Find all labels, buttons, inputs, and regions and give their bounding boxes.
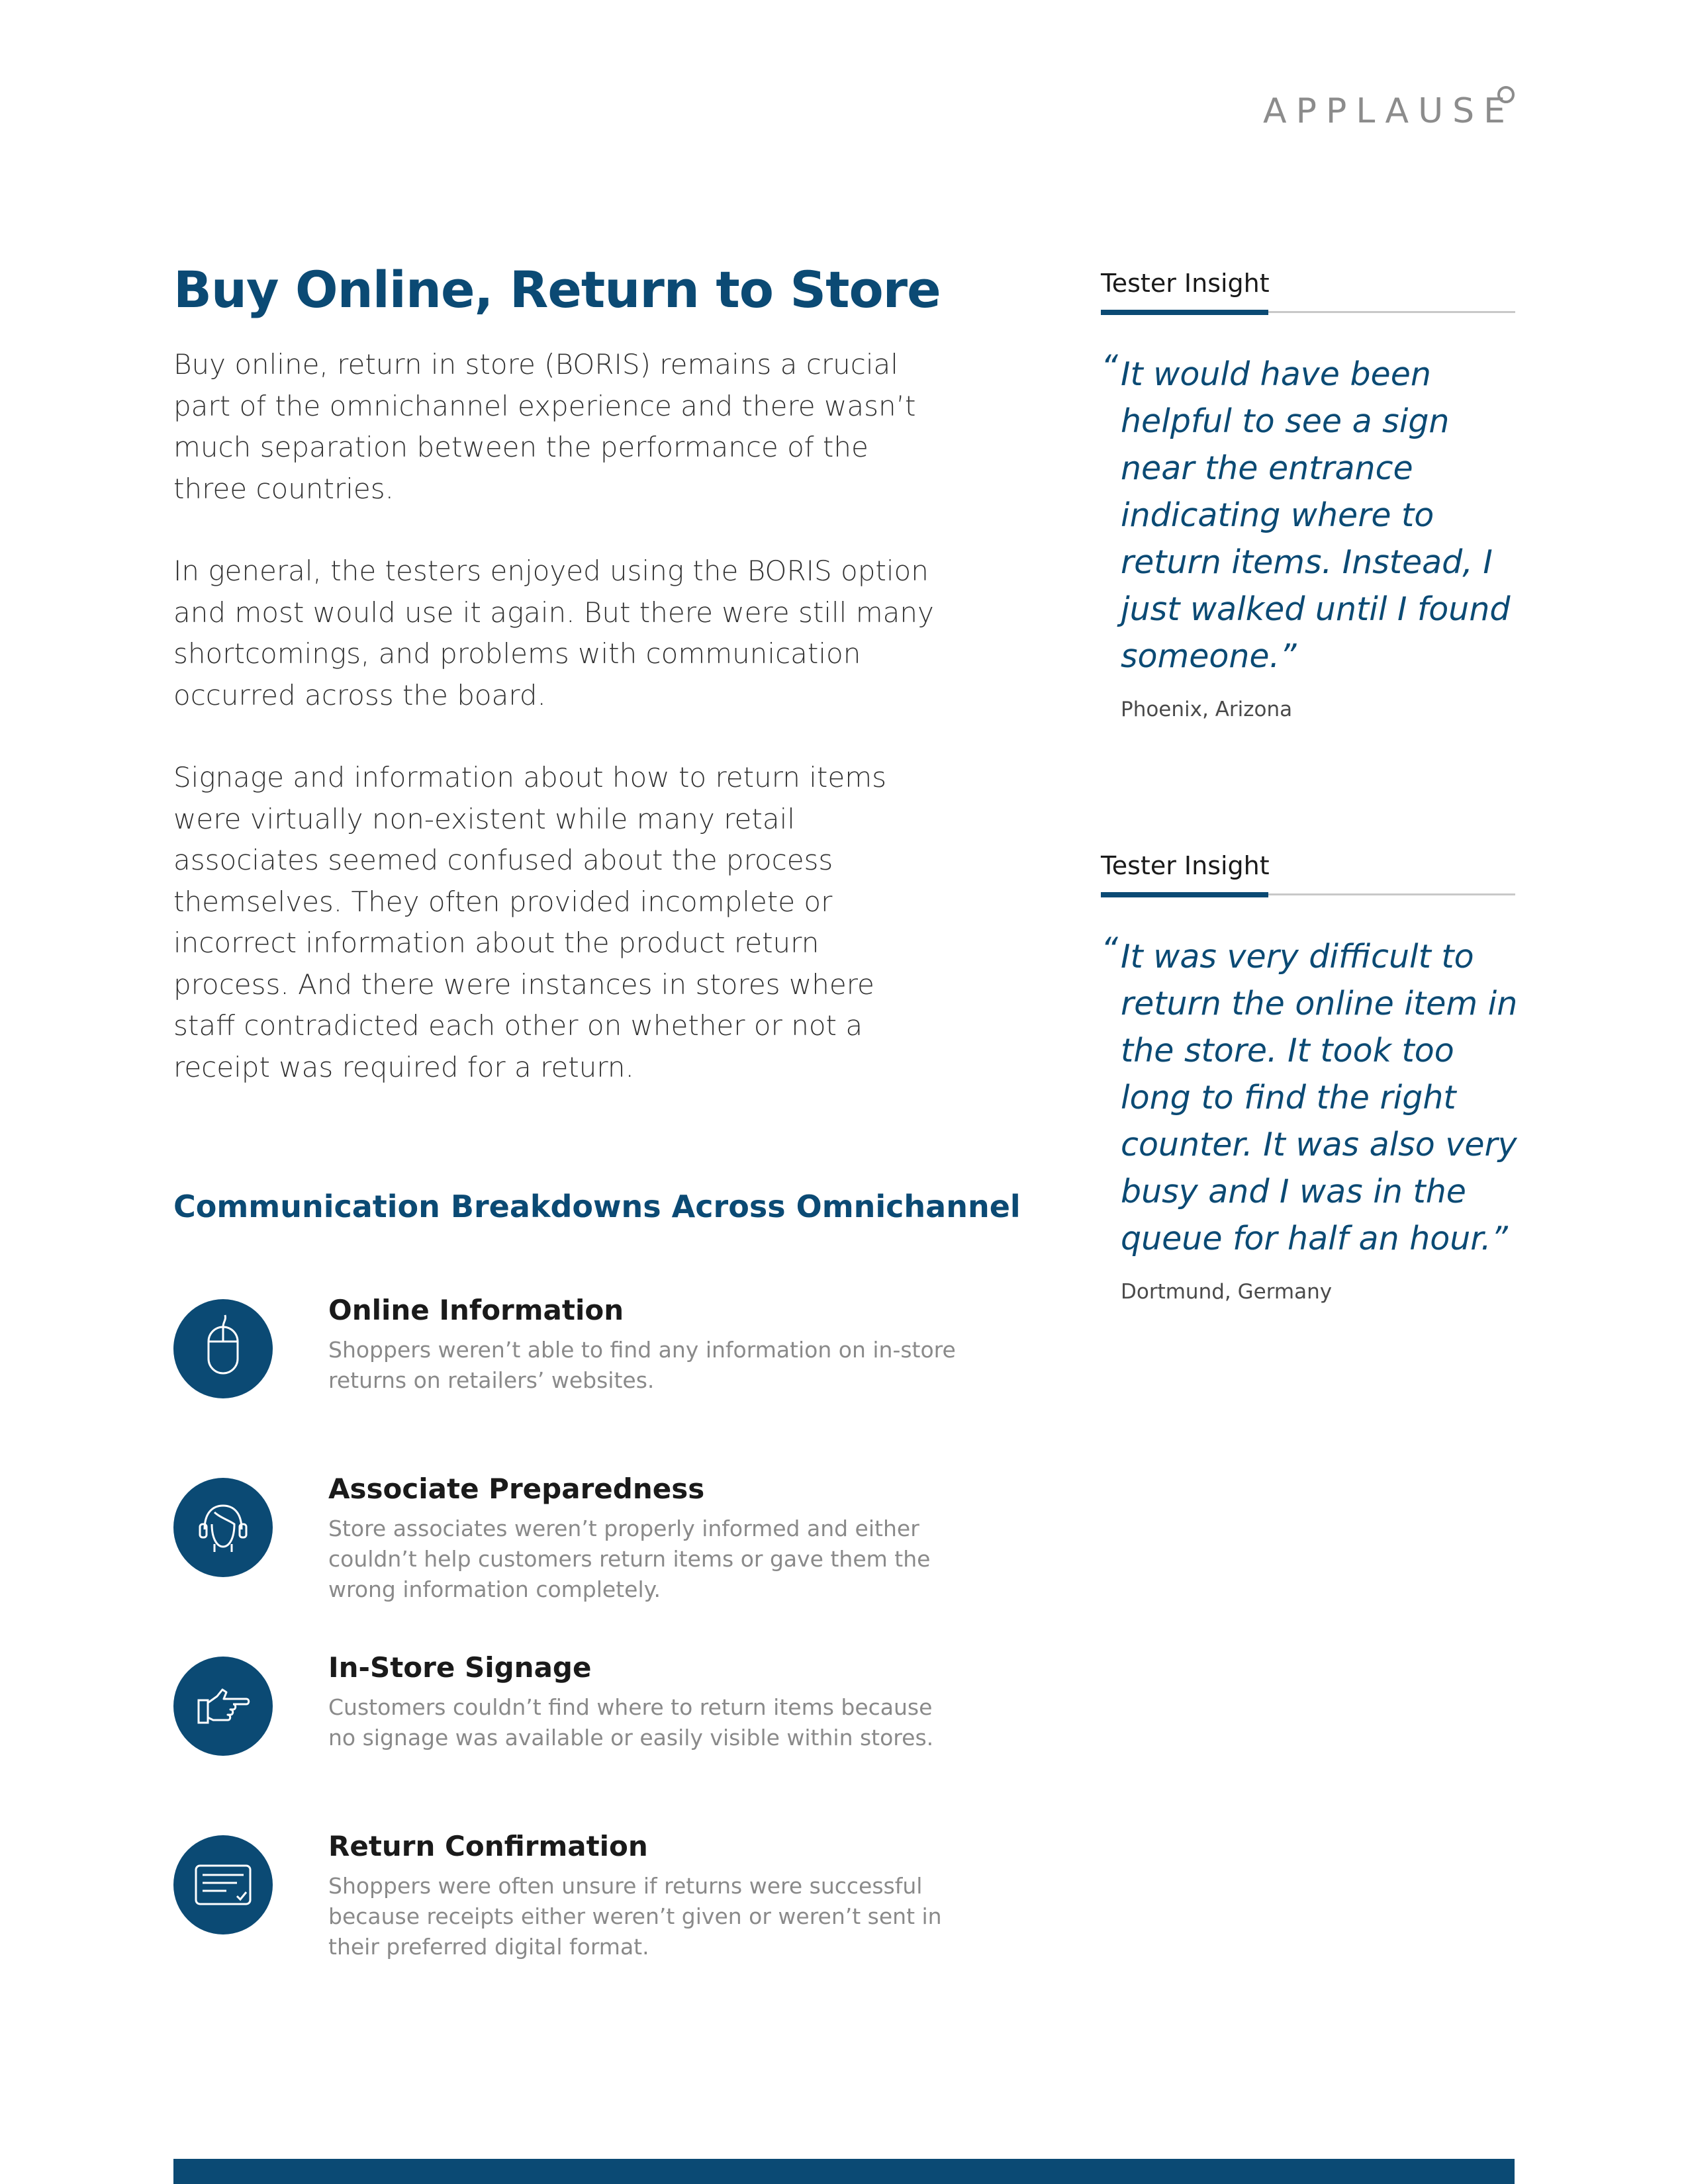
quote-mark: “: [1101, 348, 1118, 387]
item-title: Online Information: [328, 1294, 624, 1326]
applause-logo: APPLAUSE: [1263, 91, 1515, 131]
item-title: In-Store Signage: [328, 1651, 592, 1684]
body-text: [173, 344, 941, 1129]
mouse-icon: [173, 1299, 273, 1398]
page-title: Buy Online, Return to Store: [173, 260, 941, 319]
section-title: Communication Breakdowns Across Omnichannel: [173, 1189, 1021, 1224]
item-title: Return Confirmation: [328, 1830, 648, 1862]
item-text: Store associates weren’t properly informed and either couldn’t help customers return items or gave them the wrong information completely.: [328, 1516, 931, 1602]
insight-rule-accent: [1101, 892, 1268, 897]
quote-mark: “: [1101, 931, 1118, 969]
paragraph-3: Signage and information about how to return items were virtually non-existent while many retail associates seemed confused about the process themselves. They often provided incomplete or incorrect information about the product return process. And there were instances in stores where staff contradicted each other on whether or not a receipt was required for a return.: [173, 761, 887, 1083]
insight-location: Phoenix, Arizona: [1121, 698, 1293, 721]
insight-location: Dortmund, Germany: [1121, 1280, 1333, 1304]
insight-label: Tester Insight: [1101, 269, 1270, 298]
paragraph-1: Buy online, return in store (BORIS) remains a crucial part of the omnichannel experience and there wasn’t much separation between the performance of the three countries.: [173, 348, 916, 505]
paragraph-2: In general, the testers enjoyed using the BORIS option and most would use it again. But there were still many shortcomings, and problems with communication occurred across the board.: [173, 555, 934, 711]
item-text: Shoppers were often unsure if returns were successful because receipts either weren’t given or weren’t sent in their preferred digital format.: [328, 1873, 942, 1960]
headset-agent-icon: [173, 1478, 273, 1577]
insight-rule-accent: [1101, 310, 1268, 315]
item-title: Associate Preparedness: [328, 1473, 705, 1505]
insight-label: Tester Insight: [1101, 851, 1270, 880]
item-text: Shoppers weren’t able to find any information on in-store returns on retailers’ websites.: [328, 1337, 956, 1393]
pointing-hand-icon: [173, 1657, 273, 1756]
insight-quote: It would have been helpful to see a sign near the entrance indicating where to return items. Instead, I just walked until I found someone.”: [1121, 355, 1511, 675]
receipt-check-icon: [173, 1835, 273, 1934]
insight-quote: It was very difficult to return the online item in the store. It took too long to find the right counter. It was also very busy and I was in the queue for half an hour.”: [1121, 938, 1518, 1257]
logo-ring-icon: [1497, 86, 1515, 103]
footer-bar: [173, 2159, 1515, 2184]
item-text: Customers couldn’t find where to return items because no signage was available or easily visible within stores.: [328, 1694, 934, 1751]
